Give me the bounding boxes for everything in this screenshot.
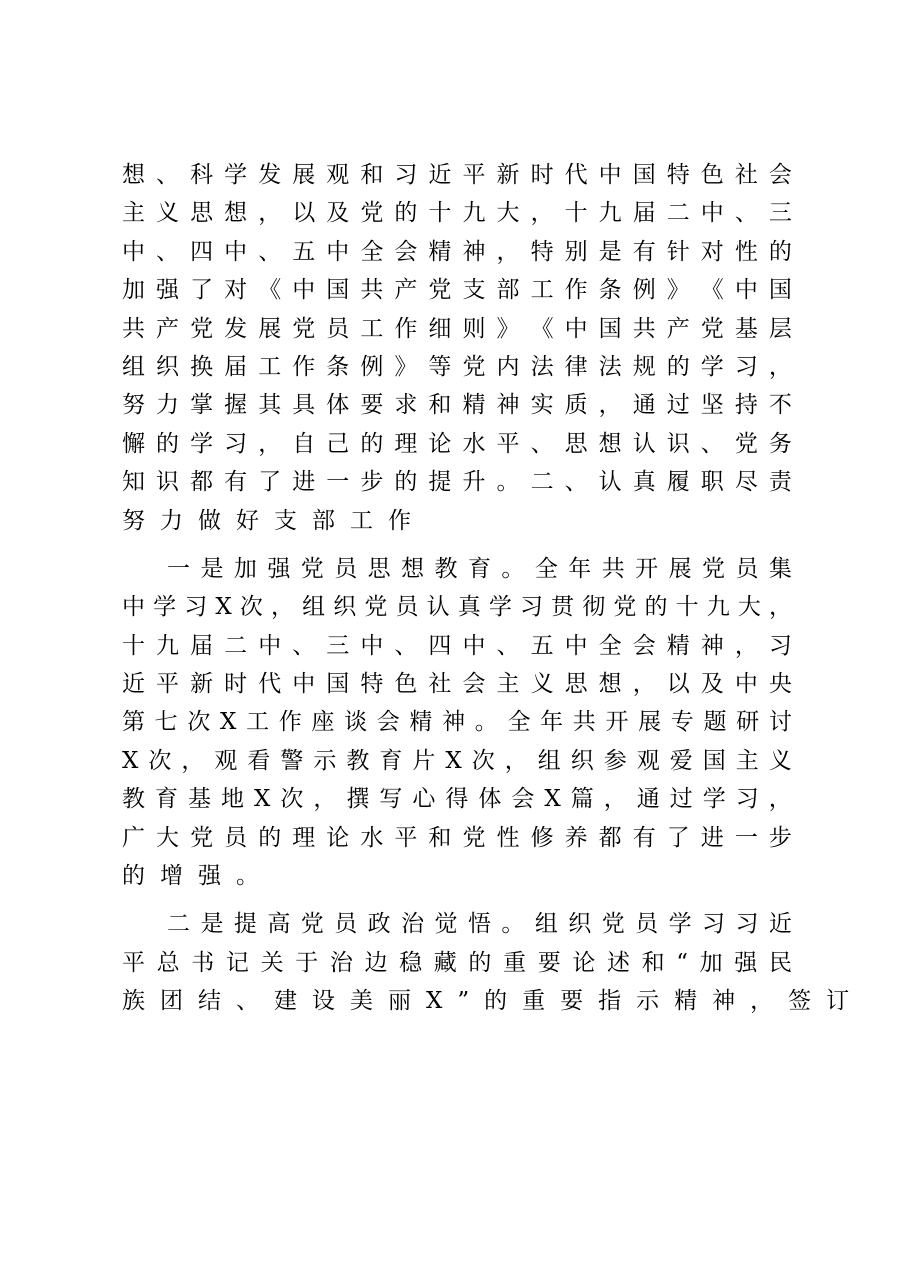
paragraph-gap — [122, 895, 792, 905]
text-line: 第 七 次 X 工 作 座 谈 会 精 神 。 全 年 共 开 展 专 题 研 讨 — [122, 709, 792, 736]
paragraph-gap — [122, 540, 792, 550]
text-line: 中 、 四 中 、 五 中 全 会 精 神 ， 特 别 是 有 针 对 性 的 — [122, 238, 792, 265]
text-line: 族 团 结 、 建 设 美 丽 X ” 的 重 要 指 示 精 神 ， 签 订 — [122, 988, 850, 1015]
text-line: 二 是 提 高 党 员 政 治 觉 悟 。 组 织 党 员 学 习 习 近 — [167, 911, 792, 938]
paragraph — [122, 905, 850, 1020]
paragraph — [122, 550, 792, 896]
text-line: 教 育 基 地 X 次 ， 撰 写 心 得 体 会 X 篇 ， 通 过 学 习 ， — [122, 786, 792, 813]
text-line: 一 是 加 强 党 员 思 想 教 育 。 全 年 共 开 展 党 员 集 — [167, 555, 792, 582]
paragraph — [122, 156, 792, 540]
text-line: 广 大 党 员 的 理 论 水 平 和 党 性 修 养 都 有 了 进 一 步 — [122, 824, 792, 851]
text-line: 加 强 了 对 《 中 国 共 产 党 支 部 工 作 条 例 》 《 中 国 — [122, 277, 792, 304]
text-line: 主 义 思 想 ， 以 及 党 的 十 九 大 ， 十 九 届 二 中 、 三 — [122, 200, 792, 227]
text-line: 共 产 党 发 展 党 员 工 作 细 则 》 《 中 国 共 产 党 基 层 — [122, 315, 792, 342]
text-line: 平 总 书 记 关 于 治 边 稳 藏 的 重 要 论 述 和 “ 加 强 民 — [122, 949, 792, 976]
document-body — [122, 156, 850, 1021]
text-line: 中 学 习 X 次 ， 组 织 党 员 认 真 学 习 贯 彻 党 的 十 九 大 ， — [122, 594, 792, 621]
text-line: 想 、 科 学 发 展 观 和 习 近 平 新 时 代 中 国 特 色 社 会 — [122, 162, 792, 188]
text-line: X 次 ， 观 看 警 示 教 育 片 X 次 ， 组 织 参 观 爱 国 主 义 — [122, 747, 792, 774]
text-line: 努 力 掌 握 其 具 体 要 求 和 精 神 实 质 ， 通 过 坚 持 不 — [122, 392, 792, 419]
text-line: 努 力 做 好 支 部 工 作 — [122, 507, 411, 534]
text-line: 组 织 换 届 工 作 条 例 》 等 党 内 法 律 法 规 的 学 习 ， — [122, 353, 792, 380]
text-line: 知 识 都 有 了 进 一 步 的 提 升 。 二 、 认 真 履 职 尽 责 — [122, 469, 792, 496]
text-line: 懈 的 学 习 ， 自 己 的 理 论 水 平 、 思 想 认 识 、 党 务 — [122, 430, 792, 457]
text-line: 的 增 强 。 — [122, 863, 259, 890]
text-line: 近 平 新 时 代 中 国 特 色 社 会 主 义 思 想 ， 以 及 中 央 — [122, 671, 792, 698]
text-line: 十 九 届 二 中 、 三 中 、 四 中 、 五 中 全 会 精 神 ， 习 — [122, 632, 792, 659]
